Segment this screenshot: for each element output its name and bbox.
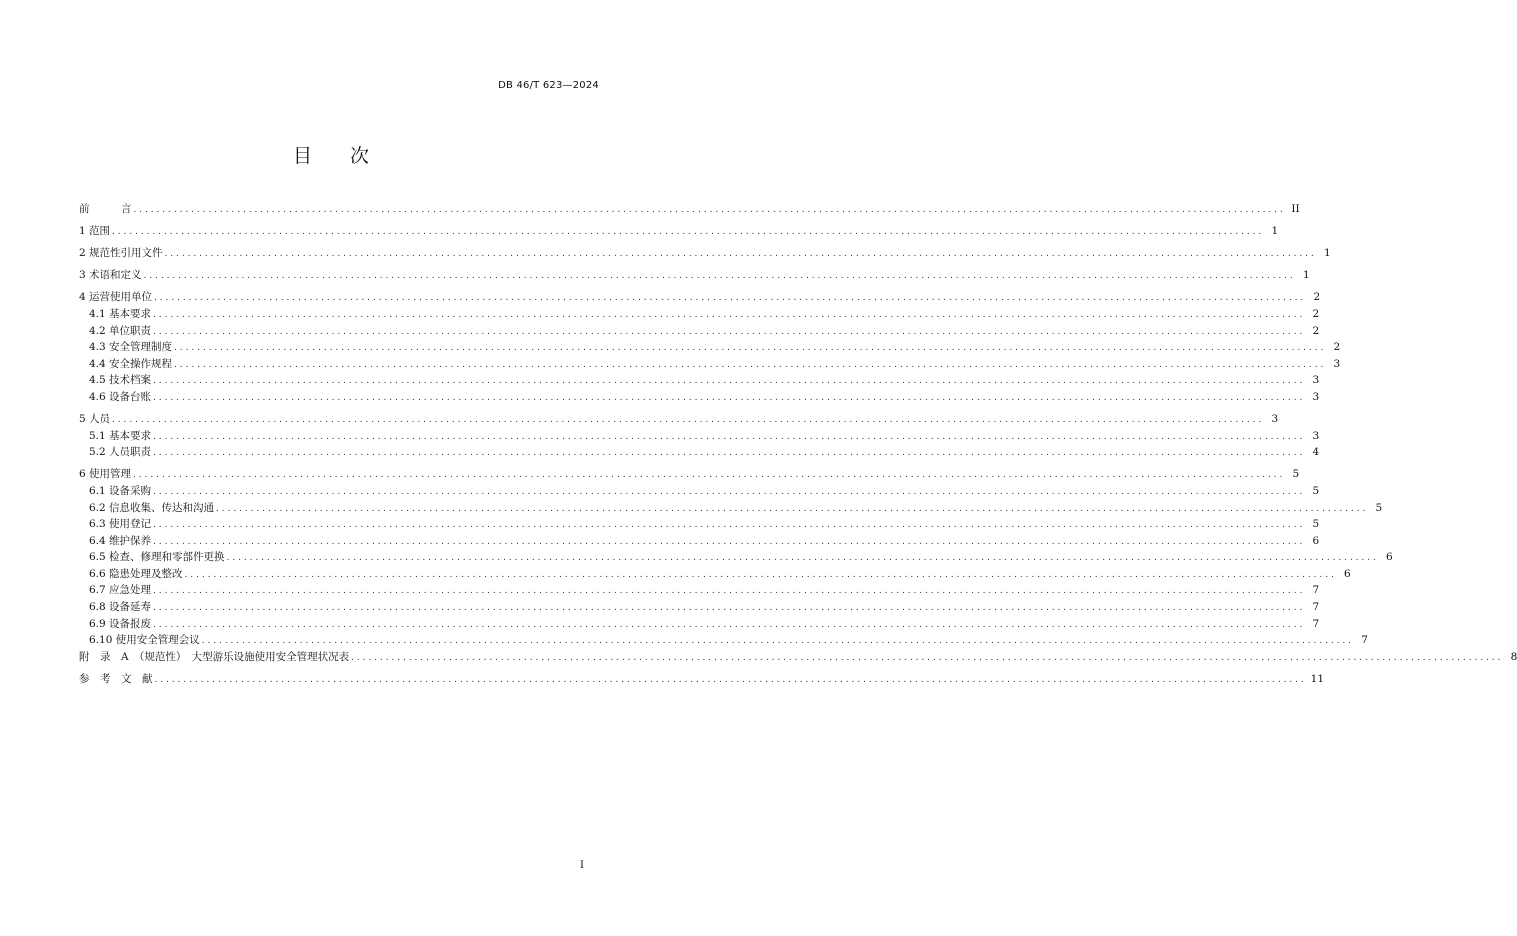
toc-entry-label: 6 使用管理 xyxy=(79,468,132,481)
toc-entry-label: 4.5 技术档案 xyxy=(89,374,152,387)
toc-leader-dots: ........................................................................................................................................................................................................ xyxy=(112,227,1265,238)
toc-entry-label: 4.3 安全管理制度 xyxy=(89,341,173,354)
toc-entry-label: 6.9 设备报废 xyxy=(89,617,152,630)
toc-leader-dots: ........................................................................................................................................................................................................ xyxy=(153,586,1306,597)
toc-leader-dots: ........................................................................................................................................................................................................ xyxy=(153,536,1306,547)
toc-entry-page: 7 xyxy=(1312,601,1320,614)
toc-entry-page: 7 xyxy=(1312,617,1320,630)
toc-entry[interactable] xyxy=(79,428,1320,445)
document-code: DB 46/T 623—2024 xyxy=(498,80,599,91)
toc-entry[interactable] xyxy=(79,356,1341,373)
toc-entry[interactable] xyxy=(79,201,1300,218)
toc-leader-dots: ........................................................................................................................................................................................................ xyxy=(153,326,1306,337)
toc-leader-dots: ........................................................................................................................................................................................................ xyxy=(153,376,1306,387)
toc-entry-page: 2 xyxy=(1312,324,1320,337)
toc-entry[interactable] xyxy=(79,649,1517,666)
toc-leader-dots: ........................................................................................................................................................................................................ xyxy=(133,205,1286,215)
toc-entry[interactable] xyxy=(79,500,1383,517)
toc-entry-page: 6 xyxy=(1386,551,1393,564)
toc-entry[interactable] xyxy=(79,549,1393,566)
toc-entry-page: 6 xyxy=(1344,567,1351,580)
toc-entry[interactable] xyxy=(79,671,1325,688)
toc-entry-page: 2 xyxy=(1333,341,1341,354)
toc-entry[interactable] xyxy=(79,389,1320,406)
toc-entry-label: 6.4 维护保养 xyxy=(89,534,152,547)
toc-entry-label: 参 考 文 献 xyxy=(79,672,153,685)
toc-entry-label: 6.5 检查、修理和零部件更换 xyxy=(89,551,225,564)
table-of-contents xyxy=(79,201,1517,688)
toc-entry[interactable] xyxy=(79,616,1320,633)
toc-entry[interactable] xyxy=(79,599,1320,616)
toc-entry[interactable] xyxy=(79,289,1321,306)
toc-entry-label: 3 术语和定义 xyxy=(79,269,142,282)
toc-entry-page: 1 xyxy=(1303,269,1310,282)
toc-entry-page: 1 xyxy=(1271,225,1279,238)
toc-leader-dots: ........................................................................................................................................................................................................ xyxy=(153,309,1306,320)
toc-leader-dots: ........................................................................................................................................................................................................ xyxy=(112,415,1265,426)
toc-leader-dots: ........................................................................................................................................................................................................ xyxy=(201,636,1354,647)
toc-entry[interactable] xyxy=(79,566,1351,583)
toc-leader-dots: ........................................................................................................................................................................................................ xyxy=(154,674,1307,685)
toc-entry[interactable] xyxy=(79,483,1320,500)
toc-entry[interactable] xyxy=(79,632,1368,649)
toc-entry-label: 前 言 xyxy=(79,203,132,215)
toc-entry-page: 3 xyxy=(1312,429,1320,442)
toc-entry-page: 3 xyxy=(1312,390,1320,403)
toc-leader-dots: ........................................................................................................................................................................................................ xyxy=(154,293,1307,304)
toc-entry-label: 5.1 基本要求 xyxy=(89,429,152,442)
toc-entry-page: 5 xyxy=(1292,468,1300,481)
toc-entry-label: 4.2 单位职责 xyxy=(89,324,152,337)
toc-entry[interactable] xyxy=(79,223,1279,240)
toc-entry[interactable] xyxy=(79,444,1320,461)
toc-leader-dots: ........................................................................................................................................................................................................ xyxy=(174,343,1327,354)
toc-entry[interactable] xyxy=(79,372,1320,389)
toc-leader-dots: ........................................................................................................................................................................................................ xyxy=(133,470,1286,481)
toc-leader-dots: ........................................................................................................................................................................................................ xyxy=(153,431,1306,442)
toc-entry-page: 7 xyxy=(1312,584,1320,597)
toc-entry-label: 附 录 A （规范性） 大型游乐设施使用安全管理状况表 xyxy=(79,650,350,663)
toc-entry-page: 3 xyxy=(1271,413,1279,426)
toc-entry-label: 6.1 设备采购 xyxy=(89,484,152,497)
toc-entry[interactable] xyxy=(79,516,1320,533)
toc-leader-dots: ........................................................................................................................................................................................................ xyxy=(164,249,1317,260)
page-title: 目 次 xyxy=(292,145,369,167)
toc-entry[interactable] xyxy=(79,582,1320,599)
toc-entry-page: 7 xyxy=(1361,634,1368,647)
toc-entry[interactable] xyxy=(79,267,1310,284)
toc-entry-label: 4.4 安全操作规程 xyxy=(89,357,173,370)
toc-leader-dots: ........................................................................................................................................................................................................ xyxy=(153,520,1306,531)
toc-entry-page: 1 xyxy=(1324,247,1331,260)
toc-entry[interactable] xyxy=(79,533,1320,550)
toc-entry-label: 4.6 设备台账 xyxy=(89,390,152,403)
toc-entry-label: 4.1 基本要求 xyxy=(89,307,152,320)
toc-entry-label: 5.2 人员职责 xyxy=(89,446,152,459)
toc-entry[interactable] xyxy=(79,466,1300,483)
page-number: I xyxy=(580,860,584,871)
toc-entry-label: 6.3 使用登记 xyxy=(89,518,152,531)
toc-leader-dots: ........................................................................................................................................................................................................ xyxy=(153,392,1306,403)
toc-entry-label: 6.2 信息收集、传达和沟通 xyxy=(89,501,215,514)
toc-leader-dots: ........................................................................................................................................................................................................ xyxy=(153,603,1306,614)
toc-entry[interactable] xyxy=(79,339,1341,356)
toc-entry[interactable] xyxy=(79,323,1320,340)
toc-entry-page: 6 xyxy=(1312,534,1320,547)
toc-entry[interactable] xyxy=(79,411,1279,428)
toc-entry-page: 8 xyxy=(1510,650,1517,663)
toc-leader-dots: ........................................................................................................................................................................................................ xyxy=(174,359,1327,370)
toc-entry[interactable] xyxy=(79,306,1320,323)
toc-leader-dots: ........................................................................................................................................................................................................ xyxy=(153,619,1306,630)
toc-entry-page: 5 xyxy=(1312,484,1320,497)
toc-entry-page: 5 xyxy=(1375,501,1383,514)
toc-entry-label: 6.7 应急处理 xyxy=(89,584,152,597)
toc-entry[interactable] xyxy=(79,245,1331,262)
toc-leader-dots: ........................................................................................................................................................................................................ xyxy=(226,553,1379,564)
toc-leader-dots: ........................................................................................................................................................................................................ xyxy=(351,652,1504,663)
toc-entry-page: 3 xyxy=(1333,357,1341,370)
toc-leader-dots: ........................................................................................................................................................................................................ xyxy=(184,569,1337,580)
toc-entry-label: 6.6 隐患处理及整改 xyxy=(89,567,183,580)
toc-entry-label: 1 范围 xyxy=(79,225,111,238)
toc-leader-dots: ........................................................................................................................................................................................................ xyxy=(216,503,1369,514)
toc-entry-page: 3 xyxy=(1312,374,1320,387)
toc-entry-page: 2 xyxy=(1313,291,1321,304)
toc-leader-dots: ........................................................................................................................................................................................................ xyxy=(153,448,1306,459)
toc-entry-page: 5 xyxy=(1312,518,1320,531)
toc-entry-page: 11 xyxy=(1310,672,1325,685)
toc-leader-dots: ........................................................................................................................................................................................................ xyxy=(153,486,1306,497)
toc-entry-label: 5 人员 xyxy=(79,413,111,426)
toc-entry-label: 2 规范性引用文件 xyxy=(79,247,163,260)
toc-entry-page: II xyxy=(1291,203,1300,215)
toc-leader-dots: ........................................................................................................................................................................................................ xyxy=(143,271,1296,282)
toc-entry-label: 6.10 使用安全管理会议 xyxy=(89,634,200,647)
toc-entry-page: 4 xyxy=(1312,446,1320,459)
toc-entry-label: 4 运营使用单位 xyxy=(79,291,153,304)
toc-entry-label: 6.8 设备延寿 xyxy=(89,601,152,614)
toc-entry-page: 2 xyxy=(1312,307,1320,320)
